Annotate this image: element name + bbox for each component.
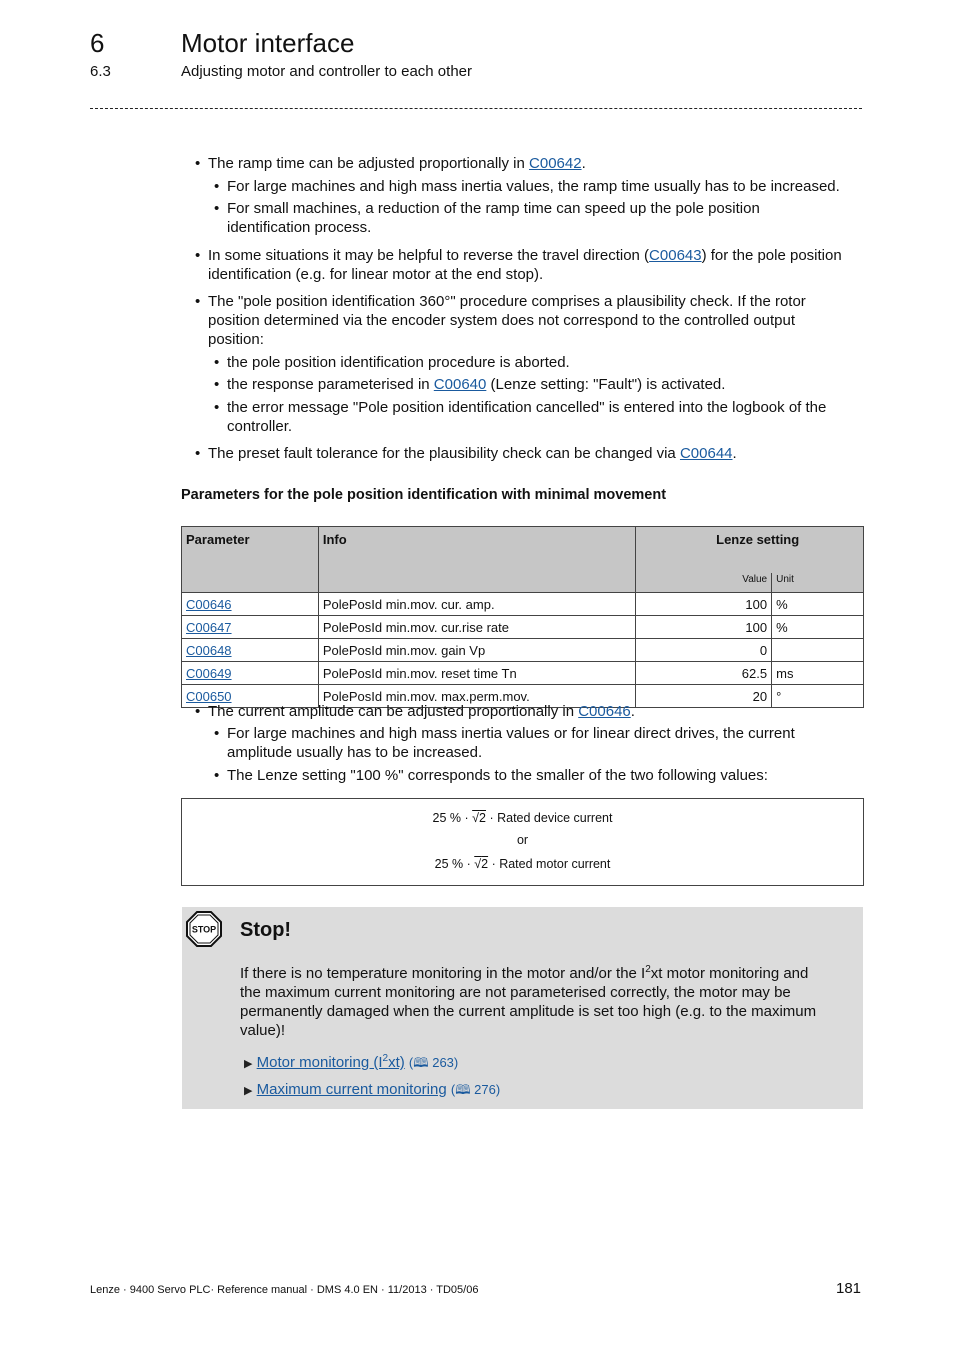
table-row xyxy=(182,662,864,685)
bullet-ramp-time: • The ramp time can be adjusted proportionally in C00642. xyxy=(208,154,586,173)
chapter-number: 6 xyxy=(90,28,105,58)
parameter-table xyxy=(181,526,864,708)
param-value: 100 xyxy=(636,616,772,639)
formula-or: or xyxy=(516,833,529,847)
param-value: 0 xyxy=(636,639,772,662)
bullet-travel-direction: • In some situations it may be helpful to reverse the travel direction (C00643) for the pole position identification (e.g. for linear motor at the end stop). xyxy=(208,246,863,284)
link-max-current-monitoring[interactable]: ▶ Maximum current monitoring (🕮 276) xyxy=(244,1081,501,1098)
arrow-right-icon: ▶ xyxy=(244,1085,253,1097)
col-header-unit: Unit xyxy=(772,573,864,593)
arrow-right-icon: ▶ xyxy=(244,1058,253,1070)
sub-bullet-large-machines: • For large machines and high mass inertia values, the ramp time usually has to be increased. xyxy=(227,177,840,196)
sub-bullet-logbook: • the error message "Pole position identification cancelled" is entered into the logbook of the controller. xyxy=(227,398,826,436)
col-header-parameter: Parameter xyxy=(182,527,319,593)
stop-text: If there is no temperature monitoring in the motor and/or the $I^2xt$ motor monitoring and the maximum current monitoring are not parameterised correctly, the motor may be permanently damaged when the current amplitude is set too high (e.g. to the maximum value)! xyxy=(240,964,817,1039)
param-unit: % xyxy=(772,593,864,616)
param-info: PolePosId min.mov. reset time Tn xyxy=(318,662,636,685)
table-heading: Parameters for the pole position identification with minimal movement xyxy=(181,487,667,503)
sub-bullet-aborted: • the pole position identification procedure is aborted. xyxy=(227,353,570,372)
section-number: 6.3 xyxy=(90,63,111,80)
table-row xyxy=(182,616,864,639)
footer-text: Lenze · 9400 Servo PLC· Reference manual · DMS 4.0 EN · 11/2013 · TD05/06 xyxy=(90,1284,479,1296)
sub-bullet-linear-drives: • For large machines and high mass inertia values or for linear direct drives, the current amplitude usually has to be increased. xyxy=(227,724,795,762)
page-number: 181 xyxy=(836,1280,862,1297)
book-icon: 🕮 xyxy=(455,1082,471,1097)
param-value: 20 xyxy=(636,685,772,708)
col-header-info: Info xyxy=(318,527,636,593)
section-title: Adjusting motor and controller to each other xyxy=(181,63,472,80)
header-divider xyxy=(90,108,862,109)
param-unit xyxy=(772,639,864,662)
table-row xyxy=(182,639,864,662)
link-c00640[interactable]: C00640 xyxy=(433,376,487,393)
param-link[interactable]: C00646 xyxy=(186,596,232,612)
sub-bullet-lenze-setting: • The Lenze setting "100 %" corresponds to the smaller of the two following values: xyxy=(227,766,768,785)
col-header-lenze-setting: Lenze setting xyxy=(636,527,864,573)
bullet-current-amplitude: • The current amplitude can be adjusted proportionally in C00646. xyxy=(208,702,635,721)
stop-title: Stop! xyxy=(240,919,292,941)
svg-text:STOP: STOP xyxy=(191,924,217,935)
formula-line-device: 25 % · √2 · Rated device current xyxy=(432,811,613,825)
param-link[interactable]: C00647 xyxy=(186,619,232,635)
param-unit: % xyxy=(772,616,864,639)
stop-icon xyxy=(186,911,222,947)
sub-bullet-small-machines: • For small machines, a reduction of the ramp time can speed up the pole position identification process. xyxy=(227,199,760,237)
param-unit: ms xyxy=(772,662,864,685)
link-c00642[interactable]: C00642 xyxy=(529,155,582,172)
formula-line-motor: 25 % · √2 · Rated motor current xyxy=(434,857,611,871)
param-info: PolePosId min.mov. max.perm.mov. xyxy=(318,685,636,708)
table-row xyxy=(182,593,864,616)
param-info: PolePosId min.mov. gain Vp xyxy=(318,639,636,662)
param-link[interactable]: C00648 xyxy=(186,642,232,658)
col-header-value: Value xyxy=(636,573,772,593)
link-c00646[interactable]: C00646 xyxy=(578,703,631,720)
param-info: PolePosId min.mov. cur. amp. xyxy=(318,593,636,616)
link-c00643[interactable]: C00643 xyxy=(649,247,702,264)
sub-bullet-response: • the response parameterised in C00640 (Lenze setting: "Fault") is activated. xyxy=(227,375,725,394)
param-info: PolePosId min.mov. cur.rise rate xyxy=(318,616,636,639)
bullet-plausibility: • The "pole position identification 360°" procedure comprises a plausibility check. If the rotor position determined via the encoder system does not correspond to the controlled output position: xyxy=(208,292,806,349)
chapter-title: Motor interface xyxy=(181,28,355,58)
param-link[interactable]: C00650 xyxy=(186,688,232,704)
link-motor-monitoring[interactable]: ▶ Motor monitoring $(I^2xt)$ (🕮 263) xyxy=(244,1053,459,1071)
book-icon: 🕮 xyxy=(413,1055,429,1070)
param-link[interactable]: C00649 xyxy=(186,665,232,681)
bullet-fault-tolerance: • The preset fault tolerance for the plausibility check can be changed via C00644. xyxy=(208,444,737,463)
link-c00644[interactable]: C00644 xyxy=(679,445,733,462)
param-value: 62.5 xyxy=(636,662,772,685)
param-value: 100 xyxy=(636,593,772,616)
param-unit: ° xyxy=(772,685,864,708)
formula-box xyxy=(181,798,864,886)
